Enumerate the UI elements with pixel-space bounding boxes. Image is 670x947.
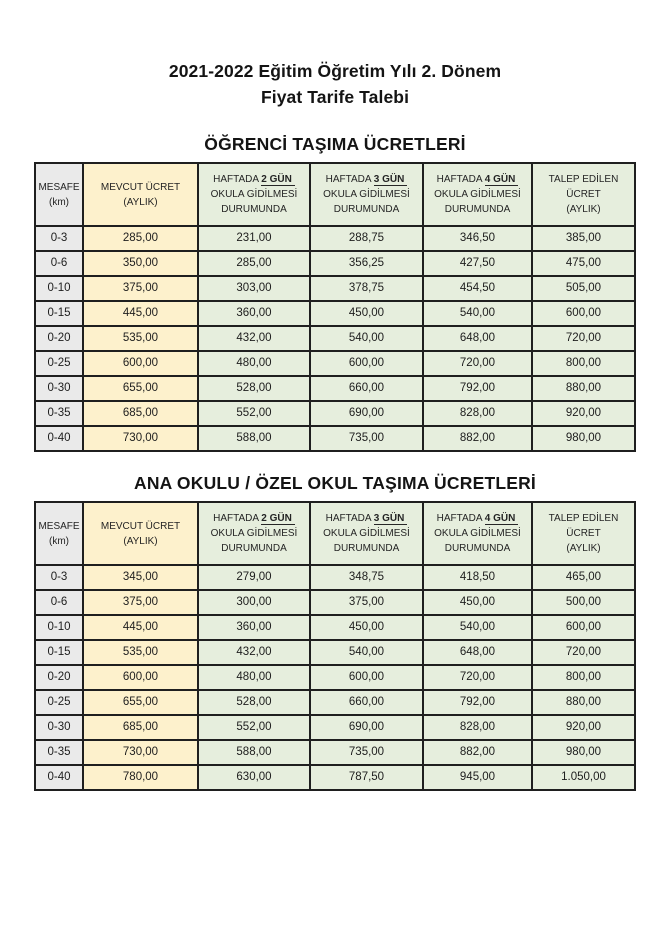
col-header-current-fee	[83, 163, 198, 226]
header-text-line: DURUMUNDA	[221, 204, 287, 215]
table-row	[35, 326, 635, 351]
distance-cell: 0-15	[35, 640, 83, 665]
kindergarten-table-title: ANA OKULU / ÖZEL OKUL TAŞIMA ÜCRETLERİ	[134, 473, 536, 493]
fee-cell: 685,00	[83, 401, 198, 426]
fee-cell: 720,00	[423, 351, 532, 376]
fee-cell: 720,00	[423, 665, 532, 690]
table-row	[35, 276, 635, 301]
col-header-2-days	[198, 502, 310, 565]
col-header-4-days	[423, 502, 532, 565]
header-text-line: OKULA GİDİLMESİ	[434, 189, 521, 200]
fee-cell: 279,00	[198, 565, 310, 590]
header-text-line: OKULA GİDİLMESİ	[323, 528, 410, 539]
fee-cell: 828,00	[423, 401, 532, 426]
fee-cell: 920,00	[532, 401, 635, 426]
kindergarten-transport-fee-table	[34, 501, 636, 791]
fee-cell: 540,00	[310, 640, 423, 665]
fee-cell: 730,00	[83, 740, 198, 765]
fee-cell: 552,00	[198, 401, 310, 426]
fee-cell: 882,00	[423, 426, 532, 451]
document-title	[0, 0, 670, 110]
col-header-distance	[35, 163, 83, 226]
fee-cell: 528,00	[198, 376, 310, 401]
distance-cell: 0-10	[35, 615, 83, 640]
header-text-line: (km)	[49, 535, 69, 547]
fee-cell: 375,00	[83, 590, 198, 615]
table-header-row	[35, 163, 635, 226]
col-header-3-days	[310, 502, 423, 565]
table-row	[35, 376, 635, 401]
fee-cell: 600,00	[532, 301, 635, 326]
header-text-line: OKULA GİDİLMESİ	[434, 528, 521, 539]
fee-cell: 828,00	[423, 715, 532, 740]
fee-cell: 880,00	[532, 690, 635, 715]
header-days-emphasis: 3 GÜN	[374, 174, 408, 186]
header-text-line: HAFTADA	[213, 174, 259, 185]
fee-cell: 385,00	[532, 226, 635, 251]
header-days-emphasis: 4 GÜN	[485, 174, 519, 186]
fee-cell: 346,50	[423, 226, 532, 251]
fee-cell: 882,00	[423, 740, 532, 765]
fee-cell: 690,00	[310, 401, 423, 426]
fee-cell: 475,00	[532, 251, 635, 276]
fee-cell: 655,00	[83, 690, 198, 715]
col-header-2-days	[198, 163, 310, 226]
fee-cell: 432,00	[198, 326, 310, 351]
fee-cell: 450,00	[310, 615, 423, 640]
table-row	[35, 665, 635, 690]
distance-cell: 0-40	[35, 426, 83, 451]
fee-cell: 600,00	[83, 665, 198, 690]
fee-cell: 356,25	[310, 251, 423, 276]
distance-cell: 0-20	[35, 326, 83, 351]
fee-cell: 600,00	[310, 351, 423, 376]
document-title-line1: 2021-2022 Eğitim Öğretim Yılı 2. Dönem	[168, 61, 502, 81]
fee-cell: 500,00	[532, 590, 635, 615]
distance-cell: 0-40	[35, 765, 83, 790]
kindergarten-table-body	[35, 565, 635, 790]
fee-cell: 427,50	[423, 251, 532, 276]
col-header-3-days	[310, 163, 423, 226]
header-text-line: HAFTADA	[325, 513, 372, 524]
fee-cell: 648,00	[423, 326, 532, 351]
fee-cell: 375,00	[310, 590, 423, 615]
header-text-line: MEVCUT ÜCRET	[100, 520, 181, 532]
distance-cell: 0-3	[35, 565, 83, 590]
header-text-line: OKULA GİDİLMESİ	[210, 189, 298, 200]
distance-cell: 0-10	[35, 276, 83, 301]
fee-cell: 480,00	[198, 665, 310, 690]
fee-cell: 660,00	[310, 690, 423, 715]
fee-cell: 300,00	[198, 590, 310, 615]
table-row	[35, 226, 635, 251]
fee-cell: 360,00	[198, 615, 310, 640]
col-header-4-days	[423, 163, 532, 226]
fee-cell: 445,00	[83, 301, 198, 326]
table-row	[35, 565, 635, 590]
header-text-line: HAFTADA	[436, 513, 483, 524]
fee-cell: 800,00	[532, 665, 635, 690]
header-text-line: OKULA GİDİLMESİ	[323, 189, 410, 200]
table-row	[35, 640, 635, 665]
fee-cell: 432,00	[198, 640, 310, 665]
table-row	[35, 765, 635, 790]
fee-cell: 945,00	[423, 765, 532, 790]
fee-cell: 360,00	[198, 301, 310, 326]
fee-cell: 454,50	[423, 276, 532, 301]
header-text-line: MESAFE	[38, 181, 80, 193]
fee-cell: 980,00	[532, 740, 635, 765]
fee-cell: 660,00	[310, 376, 423, 401]
fee-cell: 690,00	[310, 715, 423, 740]
fee-cell: 600,00	[310, 665, 423, 690]
fee-cell: 378,75	[310, 276, 423, 301]
fee-cell: 418,50	[423, 565, 532, 590]
fee-cell: 787,50	[310, 765, 423, 790]
distance-cell: 0-3	[35, 226, 83, 251]
col-header-current-fee	[83, 502, 198, 565]
distance-cell: 0-25	[35, 351, 83, 376]
fee-cell: 920,00	[532, 715, 635, 740]
fee-cell: 800,00	[532, 351, 635, 376]
fee-cell: 735,00	[310, 426, 423, 451]
table-row	[35, 426, 635, 451]
header-text-line: HAFTADA	[325, 174, 372, 185]
table-row	[35, 690, 635, 715]
header-text-line: (AYLIK)	[123, 196, 158, 208]
header-text-line: MEVCUT ÜCRET	[100, 181, 181, 193]
header-days-emphasis: 2 GÜN	[261, 174, 295, 186]
fee-cell: 780,00	[83, 765, 198, 790]
fee-cell: 345,00	[83, 565, 198, 590]
col-header-requested-fee	[532, 163, 635, 226]
header-text-line: (AYLIK)	[566, 204, 601, 215]
fee-cell: 288,75	[310, 226, 423, 251]
document-title-line2: Fiyat Tarife Talebi	[260, 87, 410, 107]
header-text-line: DURUMUNDA	[444, 543, 511, 554]
fee-cell: 285,00	[198, 251, 310, 276]
header-text-line: OKULA GİDİLMESİ	[210, 528, 298, 539]
header-text-line: HAFTADA	[436, 174, 483, 185]
fee-cell: 450,00	[310, 301, 423, 326]
fee-cell: 630,00	[198, 765, 310, 790]
header-text-line: DURUMUNDA	[221, 543, 287, 554]
col-header-requested-fee	[532, 502, 635, 565]
table-row	[35, 590, 635, 615]
header-text-line: TALEP EDİLEN	[548, 174, 619, 185]
fee-cell: 303,00	[198, 276, 310, 301]
fee-cell: 450,00	[423, 590, 532, 615]
fee-cell: 880,00	[532, 376, 635, 401]
fee-cell: 540,00	[310, 326, 423, 351]
fee-cell: 231,00	[198, 226, 310, 251]
fee-cell: 540,00	[423, 615, 532, 640]
header-text-line: DURUMUNDA	[333, 204, 400, 215]
header-text-line: ÜCRET	[566, 528, 601, 539]
table-row	[35, 401, 635, 426]
fee-cell: 465,00	[532, 565, 635, 590]
fee-cell: 535,00	[83, 640, 198, 665]
fee-cell: 720,00	[532, 326, 635, 351]
table-row	[35, 251, 635, 276]
fee-cell: 720,00	[532, 640, 635, 665]
col-header-distance	[35, 502, 83, 565]
student-table-title: ÖĞRENCİ TAŞIMA ÜCRETLERİ	[204, 134, 466, 154]
fee-cell: 1.050,00	[532, 765, 635, 790]
distance-cell: 0-35	[35, 740, 83, 765]
header-text-line: (km)	[49, 196, 69, 208]
header-text-line: MESAFE	[38, 520, 80, 532]
header-text-line: DURUMUNDA	[333, 543, 400, 554]
fee-cell: 375,00	[83, 276, 198, 301]
header-days-emphasis: 3 GÜN	[374, 513, 408, 525]
student-table-body	[35, 226, 635, 451]
fee-cell: 348,75	[310, 565, 423, 590]
fee-cell: 648,00	[423, 640, 532, 665]
header-days-emphasis: 2 GÜN	[261, 513, 295, 525]
fee-cell: 980,00	[532, 426, 635, 451]
fee-cell: 730,00	[83, 426, 198, 451]
distance-cell: 0-6	[35, 251, 83, 276]
fee-cell: 600,00	[532, 615, 635, 640]
distance-cell: 0-15	[35, 301, 83, 326]
table-row	[35, 351, 635, 376]
distance-cell: 0-6	[35, 590, 83, 615]
header-text-line: HAFTADA	[213, 513, 259, 524]
fee-cell: 685,00	[83, 715, 198, 740]
fee-cell: 350,00	[83, 251, 198, 276]
distance-cell: 0-20	[35, 665, 83, 690]
table-row	[35, 301, 635, 326]
distance-cell: 0-30	[35, 376, 83, 401]
fee-cell: 285,00	[83, 226, 198, 251]
fee-cell: 528,00	[198, 690, 310, 715]
fee-cell: 480,00	[198, 351, 310, 376]
fee-cell: 535,00	[83, 326, 198, 351]
student-transport-fee-table	[34, 162, 636, 452]
header-text-line: (AYLIK)	[566, 543, 601, 554]
fee-cell: 588,00	[198, 426, 310, 451]
fee-cell: 588,00	[198, 740, 310, 765]
fee-cell: 792,00	[423, 376, 532, 401]
header-text-line: TALEP EDİLEN	[548, 513, 619, 524]
distance-cell: 0-35	[35, 401, 83, 426]
header-text-line: DURUMUNDA	[444, 204, 511, 215]
header-text-line: ÜCRET	[566, 189, 601, 200]
fee-cell: 792,00	[423, 690, 532, 715]
distance-cell: 0-30	[35, 715, 83, 740]
header-days-emphasis: 4 GÜN	[485, 513, 519, 525]
fee-cell: 600,00	[83, 351, 198, 376]
fee-cell: 655,00	[83, 376, 198, 401]
fee-cell: 552,00	[198, 715, 310, 740]
table-row	[35, 615, 635, 640]
fee-cell: 445,00	[83, 615, 198, 640]
fee-cell: 735,00	[310, 740, 423, 765]
table-row	[35, 740, 635, 765]
fee-cell: 540,00	[423, 301, 532, 326]
table-header-row	[35, 502, 635, 565]
table-row	[35, 715, 635, 740]
distance-cell: 0-25	[35, 690, 83, 715]
fee-cell: 505,00	[532, 276, 635, 301]
header-text-line: (AYLIK)	[123, 535, 158, 547]
